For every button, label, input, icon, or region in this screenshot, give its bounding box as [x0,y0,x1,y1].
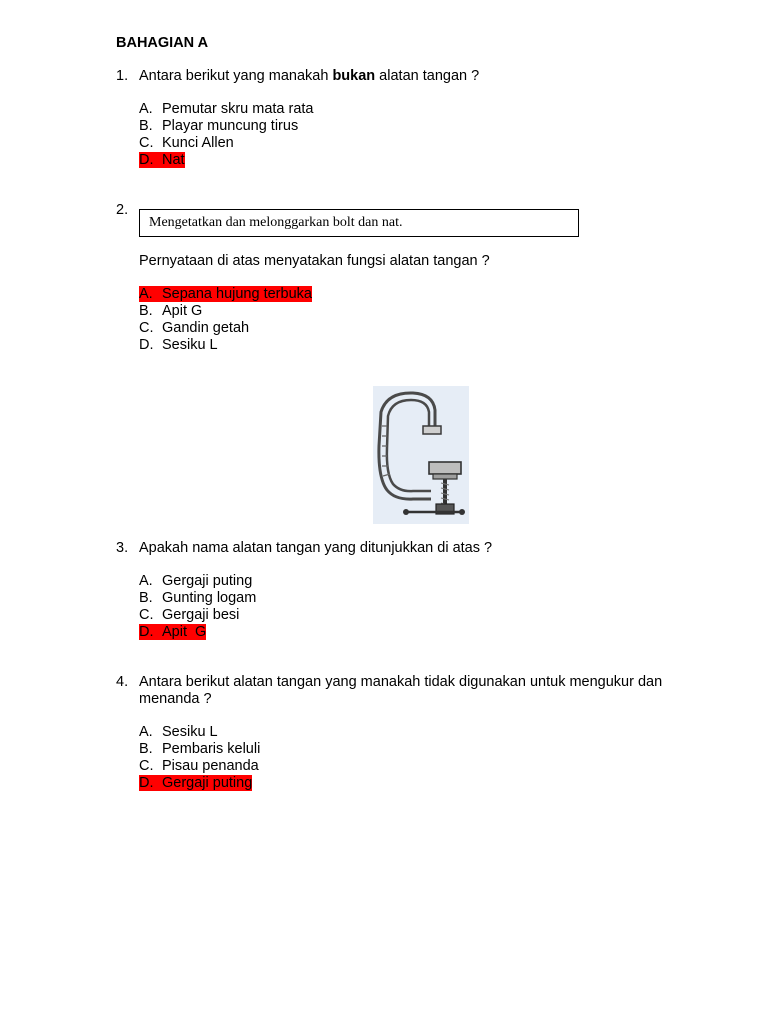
question-2-option-d [139,337,218,354]
option-letter: B. [139,303,153,319]
question-4-number: 4. [116,674,129,690]
question-2-option-c [139,320,249,337]
answer-highlight [139,775,252,791]
option-text: Gunting logam [162,590,257,606]
option-text: Kunci Allen [162,135,234,151]
question-1-number: 1. [116,68,129,84]
option-letter: A. [139,724,153,740]
option-letter: D. [139,152,154,168]
option-letter: C. [139,758,154,774]
question-1-text-before: Antara berikut yang manakah [139,68,333,84]
g-clamp-image [373,386,469,524]
option-text: Apit G [162,303,203,319]
question-1-option-c [139,135,234,152]
option-text: Pembaris keluli [162,741,261,757]
option-letter: C. [139,607,154,623]
option-letter: D. [139,337,154,353]
question-3-option-a [139,573,252,590]
question-2-text: Pernyataan di atas menyatakan fungsi alatan tangan ? [139,253,490,269]
question-4-text-line2: menanda ? [139,691,212,707]
question-2-option-a [139,286,312,303]
statement-box: Mengetatkan dan melonggarkan bolt dan nat. [139,209,579,237]
option-letter: A. [139,101,153,117]
option-text: Sesiku L [162,337,218,353]
option-text: Apit G [162,624,207,640]
answer-highlight [139,152,185,168]
question-4-option-a [139,724,218,741]
option-text: Gandin getah [162,320,250,336]
option-letter: B. [139,590,153,606]
option-text: Pisau penanda [162,758,259,774]
answer-highlight [139,624,206,640]
question-4-text-line1: Antara berikut alatan tangan yang manakah tidak digunakan untuk mengukur dan [139,674,663,690]
answer-highlight [139,286,312,302]
question-1-option-d [139,152,185,169]
question-1-text [139,68,479,85]
option-text: Gergaji puting [162,573,253,589]
question-3-option-d [139,624,206,641]
option-letter: A. [139,573,153,589]
option-letter: D. [139,624,154,640]
option-letter: D. [139,775,154,791]
question-2-option-b [139,303,202,320]
option-letter: B. [139,741,153,757]
question-3-option-b [139,590,256,607]
option-letter: A. [139,286,153,302]
option-text: Nat [162,152,185,168]
question-4-option-c [139,758,259,775]
g-clamp-icon [373,386,469,524]
question-2-number: 2. [116,202,129,218]
question-1-text-bold: bukan [332,68,376,84]
option-text: Sesiku L [162,724,218,740]
question-3-option-c [139,607,239,624]
option-text: Gergaji puting [162,775,253,791]
option-text: Playar muncung tirus [162,118,299,134]
question-4-option-b [139,741,260,758]
question-3-number: 3. [116,540,129,556]
question-1-option-a [139,101,314,118]
question-1-option-b [139,118,298,135]
option-text: Gergaji besi [162,607,240,623]
question-3-text: Apakah nama alatan tangan yang ditunjukkan di atas ? [139,540,493,556]
section-title: BAHAGIAN A [116,35,209,51]
question-1-text-after: alatan tangan ? [375,68,480,84]
option-letter: C. [139,135,154,151]
option-letter: B. [139,118,153,134]
option-text: Pemutar skru mata rata [162,101,314,117]
option-letter: C. [139,320,154,336]
question-4-option-d [139,775,252,792]
option-text: Sepana hujung terbuka [162,286,312,302]
